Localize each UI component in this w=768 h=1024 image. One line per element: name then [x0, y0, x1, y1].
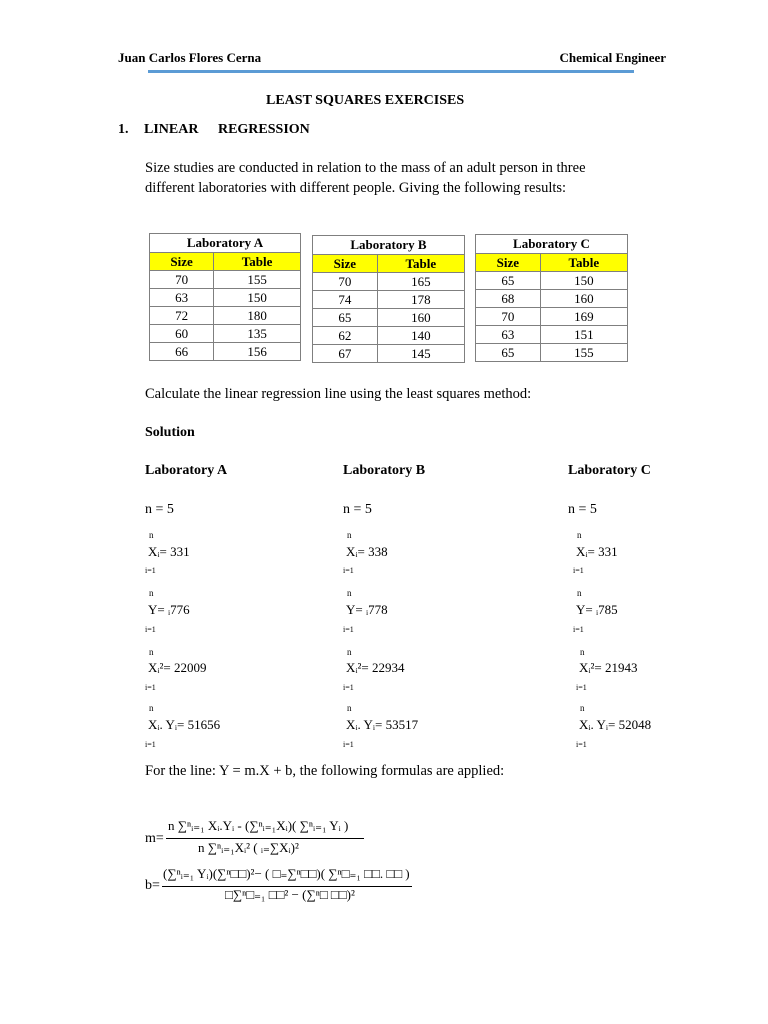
table-cell: 65: [313, 309, 378, 327]
formula-m-denominator: n ∑ⁿᵢ₌₁Xᵢ² ( ᵢ₌∑Xᵢ)²: [198, 840, 299, 855]
lab-a-sum-x2: Xᵢ²= 22009: [148, 660, 207, 675]
table-cell: 155: [214, 271, 301, 289]
page-title: LEAST SQUARES EXERCISES: [266, 93, 465, 108]
lab-a-heading: Laboratory A: [145, 463, 228, 478]
intro-line-1: Size studies are conducted in relation to the mass of an adult person in three: [145, 160, 586, 176]
table-cell: 67: [313, 345, 378, 363]
solution-label: Solution: [145, 425, 195, 440]
column-header: Table: [377, 255, 464, 273]
table-cell: 150: [214, 289, 301, 307]
table-cell: 72: [150, 307, 214, 325]
sum-upper-limit: n: [577, 530, 582, 540]
lab-b-n: n = 5: [343, 502, 372, 517]
table-row: [476, 308, 628, 326]
table-cell: 160: [540, 290, 627, 308]
sum-lower-limit: i=1: [145, 683, 156, 692]
sum-upper-limit: n: [347, 647, 352, 657]
sum-lower-limit: i=1: [145, 740, 156, 749]
formula-b-denominator: □∑ⁿ□₌₁ □□² − (∑ⁿ□ □□)²: [225, 887, 355, 902]
header-rule: [148, 70, 634, 73]
sum-upper-limit: n: [149, 703, 154, 713]
column-header: Table: [214, 253, 301, 271]
sum-lower-limit: i=1: [343, 683, 354, 692]
formula-m-numerator: n ∑ⁿᵢ₌₁ Xᵢ.Yᵢ - (∑ⁿᵢ₌₁Xᵢ)( ∑ⁿᵢ₌₁ Yᵢ ): [168, 818, 349, 833]
table-cell: 68: [476, 290, 541, 308]
sum-upper-limit: n: [149, 530, 154, 540]
section-number: 1.: [118, 122, 129, 137]
section-word-1: LINEAR: [144, 122, 199, 137]
formula-m-label: m=: [145, 831, 164, 846]
table-laboratory-c: [475, 234, 628, 362]
lab-c-heading: Laboratory C: [568, 463, 651, 478]
table-cell: 70: [313, 273, 378, 291]
table-cell: 63: [150, 289, 214, 307]
lab-c-n: n = 5: [568, 502, 597, 517]
table-row: [313, 309, 465, 327]
lab-c-sum-xy: Xᵢ. Yᵢ= 52048: [579, 717, 652, 732]
table-row: [150, 271, 301, 289]
intro-line-2: different laboratories with different people. Giving the following results:: [145, 180, 567, 196]
lab-b-sum-x: Xᵢ= 338: [346, 544, 388, 559]
lab-c-sum-x: Xᵢ= 331: [576, 544, 618, 559]
sum-lower-limit: i=1: [145, 625, 156, 634]
table-cell: 65: [476, 344, 541, 362]
sum-lower-limit: i=1: [343, 740, 354, 749]
table-row: [150, 289, 301, 307]
sum-lower-limit: i=1: [576, 683, 587, 692]
sum-upper-limit: n: [347, 588, 352, 598]
table-cell: 63: [476, 326, 541, 344]
table-cell: 180: [214, 307, 301, 325]
lab-c-sum-x2: Xᵢ²= 21943: [579, 660, 638, 675]
sum-lower-limit: i=1: [573, 625, 584, 634]
table-row: [150, 343, 301, 361]
table-row: [150, 307, 301, 325]
lab-a-sum-x: Xᵢ= 331: [148, 544, 190, 559]
formula-m-fraction-bar: [166, 838, 364, 839]
table-cell: 178: [377, 291, 464, 309]
table-cell: 70: [476, 308, 541, 326]
table-row: [476, 290, 628, 308]
sum-upper-limit: n: [580, 647, 585, 657]
table-laboratory-a: [149, 233, 301, 361]
table-row: [313, 327, 465, 345]
lab-a-n: n = 5: [145, 502, 174, 517]
lab-b-heading: Laboratory B: [343, 463, 426, 478]
table-cell: 145: [377, 345, 464, 363]
formula-b-label: b=: [145, 878, 160, 893]
column-header: Size: [476, 254, 541, 272]
sum-lower-limit: i=1: [343, 625, 354, 634]
sum-upper-limit: n: [580, 703, 585, 713]
table-cell: 160: [377, 309, 464, 327]
table-row: [313, 345, 465, 363]
lab-b-sum-xy: Xᵢ. Yᵢ= 53517: [346, 717, 419, 732]
table-row: [313, 291, 465, 309]
sum-upper-limit: n: [347, 703, 352, 713]
line-formula-text: For the line: Y = m.X + b, the following formulas are applied:: [145, 763, 505, 779]
lab-a-sum-y: Y= ᵢ776: [148, 602, 190, 617]
table-caption: Laboratory A: [150, 234, 301, 253]
table-cell: 65: [476, 272, 541, 290]
lab-c-sum-y: Y= ᵢ785: [576, 602, 618, 617]
lab-a-sum-xy: Xᵢ. Yᵢ= 51656: [148, 717, 221, 732]
table-cell: 155: [540, 344, 627, 362]
table-cell: 156: [214, 343, 301, 361]
column-header: Size: [150, 253, 214, 271]
table-cell: 140: [377, 327, 464, 345]
table-cell: 135: [214, 325, 301, 343]
table-row: [476, 326, 628, 344]
table-cell: 165: [377, 273, 464, 291]
header-profession: Chemical Engineer: [559, 50, 666, 65]
table-cell: 60: [150, 325, 214, 343]
table-cell: 66: [150, 343, 214, 361]
column-header: Table: [540, 254, 627, 272]
table-row: [476, 344, 628, 362]
lab-b-sum-x2: Xᵢ²= 22934: [346, 660, 405, 675]
sum-upper-limit: n: [577, 588, 582, 598]
table-cell: 151: [540, 326, 627, 344]
sum-lower-limit: i=1: [343, 566, 354, 575]
column-header: Size: [313, 255, 378, 273]
section-heading: [118, 122, 310, 138]
table-laboratory-b: [312, 235, 465, 363]
sum-lower-limit: i=1: [145, 566, 156, 575]
table-cell: 74: [313, 291, 378, 309]
sum-upper-limit: n: [149, 588, 154, 598]
table-cell: 62: [313, 327, 378, 345]
sum-upper-limit: n: [347, 530, 352, 540]
table-row: [150, 325, 301, 343]
table-cell: 150: [540, 272, 627, 290]
header-author: Juan Carlos Flores Cerna: [118, 50, 262, 65]
sum-lower-limit: i=1: [573, 566, 584, 575]
lab-b-sum-y: Y= ᵢ778: [346, 602, 388, 617]
table-row: [313, 273, 465, 291]
table-caption: Laboratory C: [476, 235, 628, 254]
section-word-2: REGRESSION: [217, 122, 310, 137]
table-caption: Laboratory B: [313, 236, 465, 255]
sum-upper-limit: n: [149, 647, 154, 657]
table-row: [476, 272, 628, 290]
sum-lower-limit: i=1: [576, 740, 587, 749]
instruction-text: Calculate the linear regression line using the least squares method:: [145, 386, 532, 402]
table-cell: 70: [150, 271, 214, 289]
formula-b-numerator: (∑ⁿᵢ₌₁ Yᵢ)(∑ⁿ□□)²− ( □₌∑ⁿ□□)( ∑ⁿ□₌₁ □□. □□ ): [163, 866, 410, 881]
table-cell: 169: [540, 308, 627, 326]
